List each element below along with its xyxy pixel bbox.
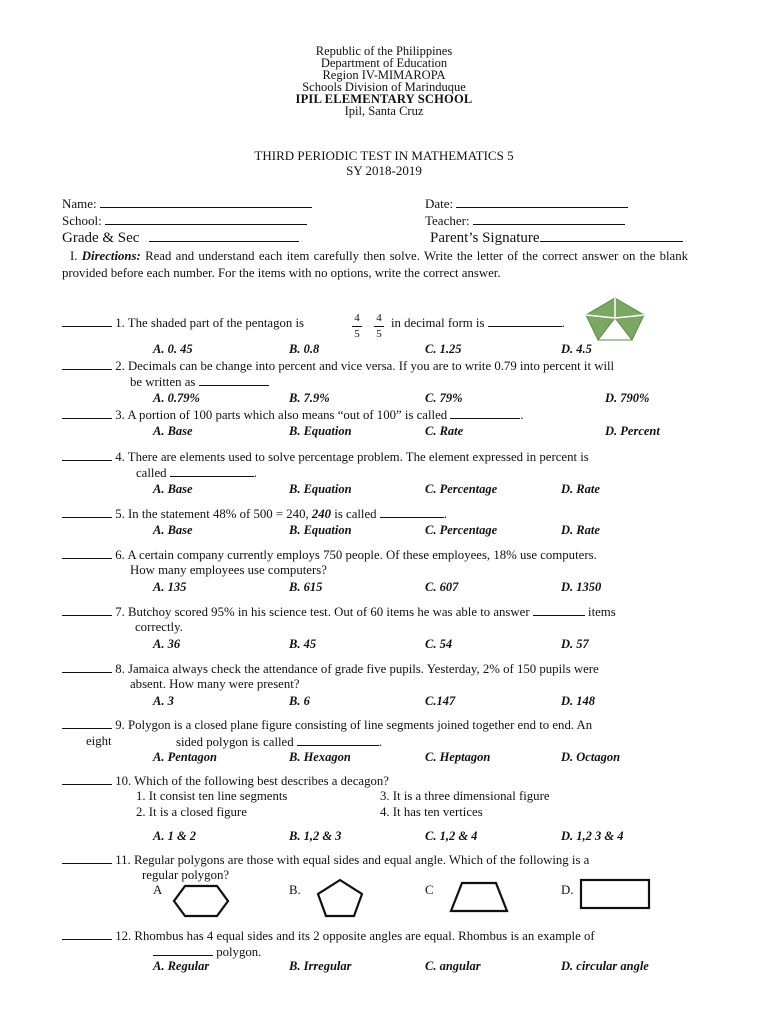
question-9 xyxy=(62,717,592,733)
answer-blank-6[interactable] xyxy=(62,547,112,559)
grade-sec-field[interactable] xyxy=(62,230,299,247)
answer-blank-4[interactable] xyxy=(62,449,112,461)
q10-statement-2: 2. It is a closed figure xyxy=(136,805,247,819)
q1-option-b: B. 0.8 xyxy=(289,342,320,356)
pentagon-shape xyxy=(315,878,365,918)
q9-option-a: A. Pentagon xyxy=(153,750,217,764)
q12-option-a: A. Regular xyxy=(153,959,210,973)
header-division: Schools Division of Marinduque xyxy=(302,80,466,94)
q4-option-c: C. Percentage xyxy=(425,482,498,496)
name-field[interactable] xyxy=(62,196,312,212)
question-number: 6. xyxy=(115,548,125,562)
inline-answer-blank-5[interactable] xyxy=(380,506,444,518)
question-12 xyxy=(62,928,595,944)
question-6 xyxy=(62,547,597,563)
question-text: polygon. xyxy=(216,945,262,959)
answer-blank-5[interactable] xyxy=(62,506,112,518)
q5-option-a: A. Base xyxy=(153,523,193,537)
question-number: 1. xyxy=(115,316,125,330)
question-text: A certain company currently employs 750 people. Of these employees, 18% use computers. xyxy=(127,548,597,562)
q8-option-d: D. 148 xyxy=(561,694,596,708)
question-8-line2: absent. How many were present? xyxy=(130,677,300,691)
shape-label-d: D. xyxy=(561,883,574,897)
q3-option-d: D. Percent xyxy=(605,424,660,438)
question-10 xyxy=(62,773,389,789)
school-field[interactable] xyxy=(62,213,307,229)
q10-option-a: A. 1 & 2 xyxy=(153,829,197,843)
question-1 xyxy=(62,315,304,331)
q8-option-a: A. 3 xyxy=(153,694,174,708)
q12-option-d: D. circular angle xyxy=(561,959,649,973)
shape-label-c: C xyxy=(425,883,434,897)
q5-option-b: B. Equation xyxy=(289,523,352,537)
q7-option-a: A. 36 xyxy=(153,637,181,651)
grade-sec-line[interactable] xyxy=(149,230,299,242)
q1-option-c: C. 1.25 xyxy=(425,342,462,356)
q1-option-a: A. 0. 45 xyxy=(153,342,193,356)
question-4-line2: called . xyxy=(136,466,257,480)
q4-option-d: D. Rate xyxy=(561,482,600,496)
q4-option-a: A. Base xyxy=(153,482,193,496)
parent-signature-field[interactable] xyxy=(430,230,683,247)
date-field[interactable] xyxy=(425,196,628,212)
q8-option-b: B. 6 xyxy=(289,694,310,708)
q10-statement-4: 4. It has ten vertices xyxy=(380,805,483,819)
question-number: 11. xyxy=(115,853,131,867)
header-department: Department of Education xyxy=(320,56,448,70)
question-number: 5. xyxy=(115,507,125,521)
q9-option-c: C. Heptagon xyxy=(425,750,491,764)
question-text: In the statement 48% of 500 = 240, xyxy=(128,507,312,521)
q9-option-d: D. Octagon xyxy=(561,750,621,764)
q2-option-d: D. 790% xyxy=(605,391,650,405)
q10-statement-3: 3. It is a three dimensional figure xyxy=(380,789,550,803)
question-2 xyxy=(62,358,614,374)
question-emphasis: 240 xyxy=(311,507,332,521)
trapezoid-shape xyxy=(449,881,509,913)
rectangle-shape xyxy=(579,878,651,910)
header-republic: Republic of the Philippines xyxy=(315,44,453,58)
question-number: 8. xyxy=(115,662,125,676)
shape-label-a: A xyxy=(153,883,163,897)
shape-label-b: B. xyxy=(289,883,301,897)
question-7-line2: correctly. xyxy=(135,620,183,634)
q1-option-d: D. 4.5 xyxy=(561,342,592,356)
q3-option-a: A. Base xyxy=(153,424,193,438)
inline-answer-blank-9[interactable] xyxy=(297,734,379,746)
question-text: called xyxy=(136,466,167,480)
grade-sec-label: Grade & Sec xyxy=(62,230,140,246)
q7-option-c: C. 54 xyxy=(425,637,453,651)
question-11 xyxy=(62,852,589,868)
parent-signature-line[interactable] xyxy=(540,230,683,242)
directions-prefix: I. xyxy=(70,249,78,263)
q12-option-c: C. angular xyxy=(425,959,481,973)
q2-option-c: C. 79% xyxy=(425,391,463,405)
q5-option-c: C. Percentage xyxy=(425,523,498,537)
question-text: Regular polygons are those with equal sides and equal angle. Which of the following is a xyxy=(133,853,590,867)
q10-option-b: B. 1,2 & 3 xyxy=(289,829,342,843)
fraction-2-denominator: 5 xyxy=(376,328,382,340)
question-7 xyxy=(62,604,616,620)
header-school-name: IPIL ELEMENTARY SCHOOL xyxy=(295,92,473,106)
q2-option-a: A. 0.79% xyxy=(153,391,200,405)
inline-answer-blank-4[interactable] xyxy=(170,465,254,477)
question-number: 7. xyxy=(115,605,125,619)
parent-signature-label: Parent’s Signature xyxy=(430,230,540,246)
q3-option-b: B. Equation xyxy=(289,424,352,438)
fraction-1-numerator: 4 xyxy=(354,312,360,324)
q6-option-c: C. 607 xyxy=(425,580,459,594)
question-text: in decimal form is xyxy=(391,316,485,330)
answer-blank-8[interactable] xyxy=(62,661,112,673)
answer-blank-10[interactable] xyxy=(62,773,112,785)
question-5: 5. In the statement 48% of 500 = 240, 240 is called . xyxy=(62,506,447,522)
q10-option-c: C. 1,2 & 4 xyxy=(425,829,478,843)
question-number: 4. xyxy=(115,450,125,464)
header-address: Ipil, Santa Cruz xyxy=(344,104,424,118)
question-1-cont: in decimal form is . xyxy=(391,316,565,330)
q8-option-c: C.147 xyxy=(425,694,456,708)
fraction-1-denominator: 5 xyxy=(354,328,360,340)
q7-option-b: B. 45 xyxy=(289,637,317,651)
q10-option-d: D. 1,2 3 & 4 xyxy=(561,829,624,843)
question-text: A portion of 100 parts which also means “out of 100” is called xyxy=(127,408,448,422)
answer-blank-9[interactable] xyxy=(62,717,112,729)
directions xyxy=(62,248,688,282)
header-region: Region IV-MIMAROPA xyxy=(322,68,446,82)
question-12-line2 xyxy=(153,944,261,960)
inline-answer-blank-12[interactable] xyxy=(153,944,213,956)
question-text: Which of the following best describes a decagon? xyxy=(134,774,389,788)
question-3: 3. A portion of 100 parts which also means “out of 100” is called . xyxy=(62,407,524,423)
school-label: School: xyxy=(62,213,102,228)
question-6-line2: How many employees use computers? xyxy=(130,563,327,577)
date-label: Date: xyxy=(425,196,454,211)
date-line[interactable] xyxy=(456,196,628,208)
question-number: 12. xyxy=(115,929,132,943)
question-9-line2: sided polygon is called . xyxy=(176,735,383,749)
q9-option-b: B. Hexagon xyxy=(289,750,351,764)
q12-option-b: B. Irregular xyxy=(289,959,352,973)
directions-text: Read and understand each item carefully then solve. Write the letter of the correct answer on the blank provided before each number. For the items with no options, write the correct answer. xyxy=(62,249,689,280)
question-4 xyxy=(62,449,589,465)
question-text: Jamaica always check the attendance of grade five pupils. Yesterday, 2% of 150 pupils were xyxy=(128,662,599,676)
fraction-2-bar xyxy=(374,326,384,327)
q6-option-d: D. 1350 xyxy=(561,580,602,594)
question-text: Decimals can be change into percent and vice versa. If you are to write 0.79 into percent it will xyxy=(128,359,615,373)
answer-blank-3[interactable] xyxy=(62,407,112,419)
name-label: Name: xyxy=(62,196,97,211)
answer-blank-2[interactable] xyxy=(62,358,112,370)
teacher-line[interactable] xyxy=(473,213,625,225)
q6-option-b: B. 615 xyxy=(289,580,323,594)
q5-option-d: D. Rate xyxy=(561,523,600,537)
question-11-line2: regular polygon? xyxy=(142,868,230,882)
school-year: SY 2018-2019 xyxy=(346,163,422,178)
question-text: Rhombus has 4 equal sides and its 2 opposite angles are equal. Rhombus is an example of xyxy=(134,929,595,943)
test-title: THIRD PERIODIC TEST IN MATHEMATICS 5 xyxy=(254,148,514,163)
inline-answer-blank-2[interactable] xyxy=(199,374,269,386)
question-text: items xyxy=(588,605,616,619)
school-line[interactable] xyxy=(105,213,307,225)
fraction-1-bar xyxy=(352,326,362,327)
answer-blank-1[interactable] xyxy=(62,315,112,327)
q4-option-b: B. Equation xyxy=(289,482,352,496)
question-number: 2. xyxy=(115,359,125,373)
q10-statement-1: 1. It consist ten line segments xyxy=(136,789,288,803)
question-text: sided polygon is called xyxy=(176,735,294,749)
question-9-eight: eight xyxy=(86,734,112,748)
teacher-label: Teacher: xyxy=(425,213,470,228)
q7-option-d: D. 57 xyxy=(561,637,589,651)
shaded-pentagon-figure xyxy=(584,296,646,342)
hexagon-shape xyxy=(172,884,230,918)
question-number: 3. xyxy=(115,408,125,422)
inline-answer-blank-7[interactable] xyxy=(533,604,585,616)
question-text: Butchoy scored 95% in his science test. Out of 60 items he was able to answer xyxy=(128,605,530,619)
answer-blank-12[interactable] xyxy=(62,928,112,940)
name-line[interactable] xyxy=(100,196,312,208)
question-text: be written as xyxy=(130,375,196,389)
teacher-field[interactable] xyxy=(425,213,625,229)
inline-answer-blank-3[interactable] xyxy=(450,407,520,419)
question-text: The shaded part of the pentagon is xyxy=(127,316,305,330)
q2-option-b: B. 7.9% xyxy=(289,391,330,405)
inline-answer-blank-1[interactable] xyxy=(488,315,562,327)
question-2-line2 xyxy=(130,374,269,390)
answer-blank-7[interactable] xyxy=(62,604,112,616)
question-number: 9. xyxy=(115,718,125,732)
question-number: 10. xyxy=(115,774,132,788)
question-8 xyxy=(62,661,599,677)
question-text: There are elements used to solve percentage problem. The element expressed in percent is xyxy=(127,450,589,464)
answer-blank-11[interactable] xyxy=(62,852,112,864)
q3-option-c: C. Rate xyxy=(425,424,464,438)
directions-label: Directions: xyxy=(81,249,141,263)
question-text: is called xyxy=(331,507,377,521)
q6-option-a: A. 135 xyxy=(153,580,187,594)
question-text: Polygon is a closed plane figure consisting of line segments joined together end to end. An xyxy=(128,718,593,732)
fraction-2-numerator: 4 xyxy=(376,312,382,324)
